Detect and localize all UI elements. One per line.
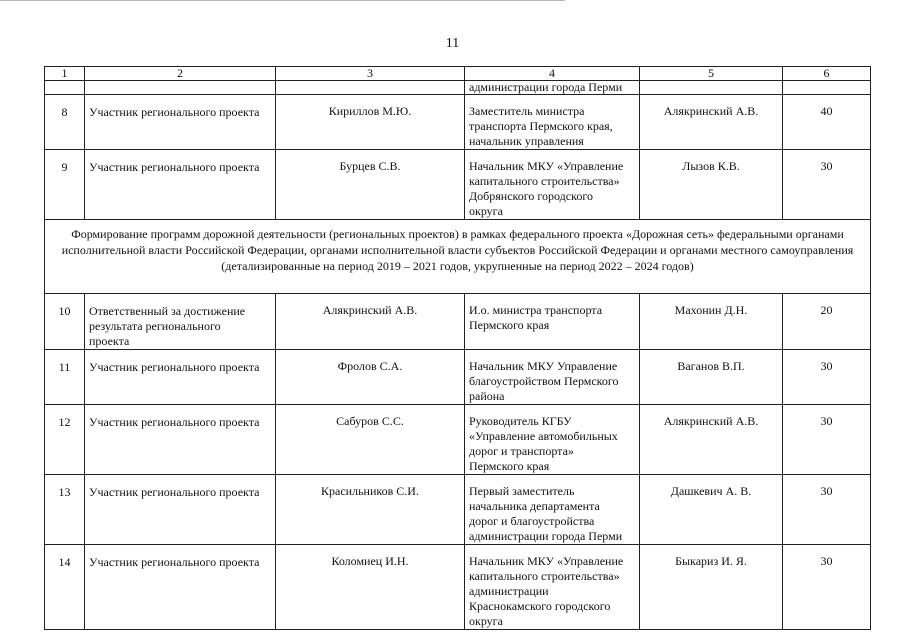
column-number: 5 <box>640 67 783 81</box>
table-row <box>45 95 871 150</box>
position-cell-line: администрации <box>469 584 549 598</box>
role-cell-line: Участник регионального проекта <box>89 555 260 569</box>
position-cell <box>465 475 640 545</box>
position-cell-line: администрации города Перми <box>469 529 623 543</box>
supervisor-cell: Алякринский А.В. <box>640 95 783 150</box>
position-cell-line: дорог и транспорта» <box>469 444 574 458</box>
position-cell-line: Руководитель КГБУ <box>469 414 572 428</box>
position-cell <box>465 95 640 150</box>
role-cell: Участник регионального проекта <box>85 95 276 150</box>
supervisor-cell: Ваганов В.П. <box>640 350 783 405</box>
weight-cell: 30 <box>783 545 871 630</box>
role-cell <box>85 350 276 405</box>
role-cell-line: результата регионального <box>89 319 221 333</box>
table-row <box>45 350 871 405</box>
role-cell-line: Участник регионального проекта <box>89 360 260 374</box>
continuation-row <box>45 81 871 95</box>
position-cell-line: дорог и благоустройства <box>469 514 595 528</box>
row-number: 10 <box>45 294 85 350</box>
weight-cell: 20 <box>783 294 871 350</box>
supervisor-cell: Быкариз И. Я. <box>640 545 783 630</box>
supervisor-cell: Дашкевич А. В. <box>640 475 783 545</box>
position-cell-line: Краснокамского городского <box>469 599 611 613</box>
position-cell-line: Пермского края <box>469 318 550 332</box>
table-row <box>45 405 871 475</box>
position-cell-line: округа <box>469 204 503 218</box>
position-cell-line: начальник управления <box>469 134 584 148</box>
page-number: 11 <box>445 36 460 51</box>
role-cell <box>85 545 276 630</box>
name-cell: Бурцев С.В. <box>276 150 465 220</box>
position-cell-line: капитального строительства» <box>469 174 620 188</box>
position-cell <box>465 545 640 630</box>
role-cell-line: Ответственный за достижение <box>89 304 246 318</box>
position-cell-line: Добрянского городского <box>469 189 593 203</box>
position-cell-line: «Управление автомобильных <box>469 429 618 443</box>
position-cell-line: Начальник МКУ «Управление <box>469 554 624 568</box>
role-cell-line: Участник регионального проекта <box>89 485 260 499</box>
weight-cell: 30 <box>783 150 871 220</box>
position-cell-line: И.о. министра транспорта <box>469 303 603 317</box>
row-number: 9 <box>45 150 85 220</box>
role-cell <box>85 294 276 350</box>
column-number: 1 <box>45 67 85 81</box>
row-number: 12 <box>45 405 85 475</box>
name-cell: Алякринский А.В. <box>276 294 465 350</box>
column-number: 4 <box>465 67 640 81</box>
position-cell-line: района <box>469 389 505 403</box>
supervisor-cell: Махонин Д.Н. <box>640 294 783 350</box>
role-cell <box>85 475 276 545</box>
position-cell <box>465 294 640 350</box>
name-cell: Кириллов М.Ю. <box>276 95 465 150</box>
supervisor-cell: Лызов К.В. <box>640 150 783 220</box>
position-cell-line: округа <box>469 614 503 628</box>
row-number: 8 <box>45 95 85 150</box>
position-cell <box>465 405 640 475</box>
participants-table <box>44 66 871 630</box>
role-cell <box>85 405 276 475</box>
name-cell: Красильников С.И. <box>276 475 465 545</box>
position-cell <box>465 350 640 405</box>
weight-cell: 30 <box>783 350 871 405</box>
section-title: Формирование программ дорожной деятельности (региональных проектов) в рамках федерального проекта «Дорожная сеть» федеральными органами исполнительной власти Российской Федерации, органами исполнительной власти субъектов Российской Федерации и органами местного самоуправления (детализированные на период 2019 – 2021 годов, укрупненные на период 2022 – 2024 годов) <box>45 220 871 294</box>
weight-cell: 30 <box>783 405 871 475</box>
name-cell: Сабуров С.С. <box>276 405 465 475</box>
position-cell-line: капитального строительства» <box>469 569 620 583</box>
weight-cell: 30 <box>783 475 871 545</box>
position-cell: администрации города Перми <box>465 81 640 95</box>
table-row <box>45 545 871 630</box>
name-cell: Фролов С.А. <box>276 350 465 405</box>
role-cell-line: проекта <box>89 334 130 348</box>
supervisor-cell: Алякринский А.В. <box>640 405 783 475</box>
table-row <box>45 150 871 220</box>
weight-cell: 40 <box>783 95 871 150</box>
position-cell-line: Первый заместитель <box>469 484 575 498</box>
role-cell: Участник регионального проекта <box>85 150 276 220</box>
position-cell-line: начальника департамента <box>469 499 600 513</box>
position-cell-line: благоустройством Пермского <box>469 374 619 388</box>
page-top-edge <box>0 0 565 1</box>
table-row <box>45 475 871 545</box>
column-number: 6 <box>783 67 871 81</box>
row-number: 14 <box>45 545 85 630</box>
row-number: 11 <box>45 350 85 405</box>
table-row <box>45 294 871 350</box>
role-cell-line: Участник регионального проекта <box>89 415 260 429</box>
position-cell <box>465 150 640 220</box>
row-number: 13 <box>45 475 85 545</box>
column-number: 2 <box>85 67 276 81</box>
column-number-row <box>45 67 871 81</box>
position-cell-line: Заместитель министра <box>469 104 585 118</box>
position-cell-line: Начальник МКУ Управление <box>469 359 618 373</box>
column-number: 3 <box>276 67 465 81</box>
name-cell: Коломиец И.Н. <box>276 545 465 630</box>
section-title-row <box>45 220 871 294</box>
position-cell-line: Начальник МКУ «Управление <box>469 159 624 173</box>
position-cell-line: Пермского края <box>469 459 550 473</box>
position-cell-line: транспорта Пермского края, <box>469 119 613 133</box>
